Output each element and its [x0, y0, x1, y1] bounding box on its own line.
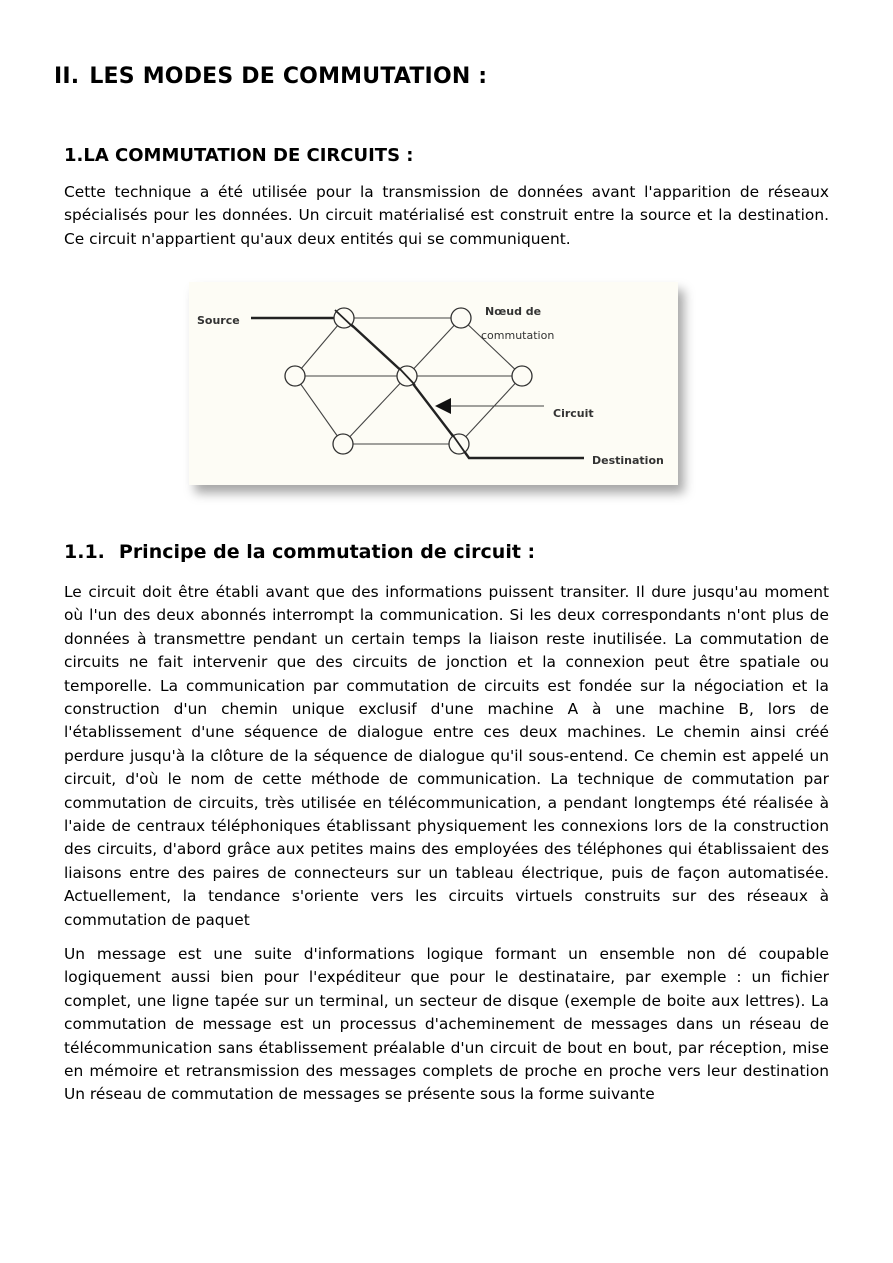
subsection-title: 1.LA COMMUTATION DE CIRCUITS : — [64, 145, 414, 166]
label-node-line1: Nœud de — [485, 305, 542, 318]
link — [459, 376, 522, 444]
node — [285, 366, 305, 386]
node — [333, 434, 353, 454]
label-source: Source — [197, 314, 240, 327]
circuit-switching-diagram — [189, 282, 678, 485]
label-node-line2: commutation — [481, 329, 555, 342]
node — [451, 308, 471, 328]
intro-paragraph: Cette technique a été utilisée pour la transmission de données avant l'apparition de réseaux spécialisés pour les données. Un circuit matérialisé est construit entre la source et la destination. Ce circuit n'appartient qu'aux deux entités qui se communiquent. — [64, 183, 829, 248]
label-circuit: Circuit — [553, 407, 594, 420]
section-number: II. — [54, 64, 80, 89]
link — [343, 376, 407, 444]
link — [295, 376, 343, 444]
section-title: LES MODES DE COMMUTATION : — [89, 64, 488, 89]
principle-paragraph-1: Le circuit doit être établi avant que des informations puissent transiter. Il dure jusqu'au moment où l'un des deux abonnés interrompt la communication. Si les deux correspondants n'ont plus de données à transmettre pendant un certain temps la liaison reste inutilisée. La commutation de circuits ne fait intervenir que des circuits de jonction et la connexion peut être spatiale ou temporelle. La communication par commutation de circuits est fondée sur la négociation et la construction d'un chemin unique exclusif d'une machine A à une machine B, lors de l'établissement d'une séquence de dialogue entre ces deux machines. Le chemin ainsi créé perdure jusqu'à la clôture de la séquence de dialogue qu'il sous-entend. Ce chemin est appelé un circuit, d'où le nom de cette méthode de communication. La technique de commutation par commutation de circuits, très utilisée en télécommunication, a pendant longtemps été réalisée à l'aide de centraux téléphoniques établissant physiquement les connexions lors de la construction des circuits, d'abord grâce aux petites mains des employées des téléphones qui établissaient des liaisons entre des paires de connecteurs sur un tableau électrique, puis de façon automatisée. Actuellement, la tendance s'oriente vers les circuits virtuels construits sur des réseaux à commutation de paquet — [64, 583, 829, 929]
principle-heading — [64, 541, 535, 563]
principle-paragraph-2: Un message est une suite d'informations logique formant un ensemble non dé coupable logiquement aussi bien pour l'expéditeur que pour le destinataire, par exemple : un fichier complet, une ligne tapée sur un terminal, un secteur de disque (exemple de boite aux lettres). La commutation de message est un processus d'acheminement de messages dans un réseau de télécommunication sans établissement préalable d'un circuit de bout en bout, par réception, mise en mémoire et retransmission des messages complets de proche en proche vers leur destination Un réseau de commutation de messages se présente sous la forme suivante — [64, 945, 829, 1104]
node — [512, 366, 532, 386]
principle-title: Principe de la commutation de circuit : — [118, 541, 536, 563]
section-heading — [54, 64, 487, 89]
circuit-arrowhead — [435, 398, 451, 414]
principle-number: 1.1. — [64, 541, 105, 563]
label-destination: Destination — [592, 454, 664, 467]
link — [407, 318, 461, 376]
link — [295, 318, 344, 376]
link — [461, 318, 522, 376]
